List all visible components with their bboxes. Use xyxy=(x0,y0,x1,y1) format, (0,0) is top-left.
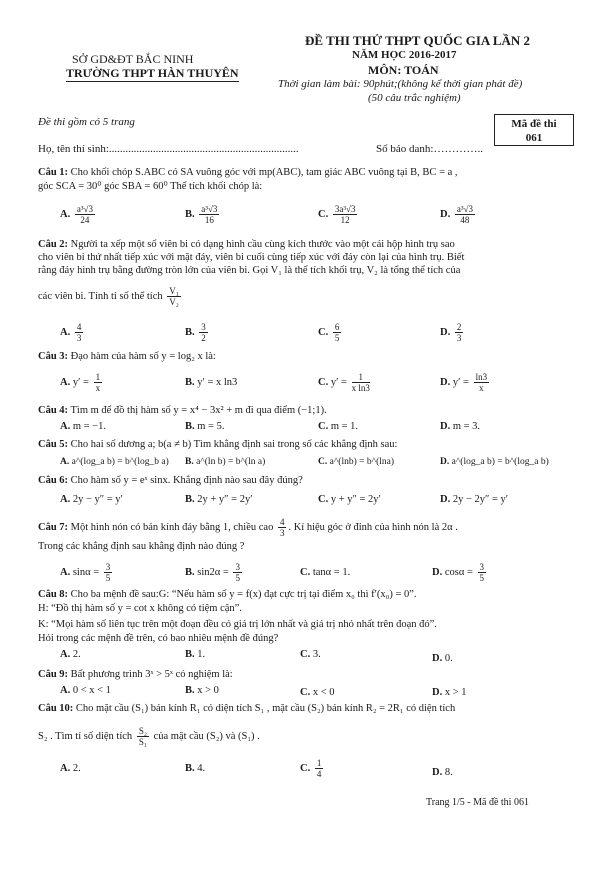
q4-option-d-label: D. xyxy=(440,421,451,432)
q2-text3: rằng đáy hình trụ bằng đường tròn lớn của viên bi. Gọi V₁ là thể tích khối trụ, V₂ là tổng thể tích của xyxy=(38,265,461,276)
q8-number: Câu 8: xyxy=(38,589,69,600)
q9-option-d: x > 1 xyxy=(444,687,467,698)
q5-option-c: a^(lnb) = b^(lna) xyxy=(329,457,395,467)
q4-option-a-label: A. xyxy=(60,421,71,432)
subject: MÔN: TOÁN xyxy=(368,63,439,77)
q9-option-b: x > 0 xyxy=(197,685,219,696)
q1-text: Cho khối chóp S.ABC có SA vuông góc với mp(ABC), tam giác ABC vuông tại B, BC = a , xyxy=(70,167,458,178)
q7-option-d-label: D. xyxy=(432,566,443,578)
q3-option-c-frac: $\frac{1}{\text{x ln3}}$ xyxy=(351,372,370,393)
time-note: Thời gian làm bài: 90phút;(không kể thời gian phát đề) xyxy=(278,78,523,90)
school-name: TRƯỜNG THPT HÀN THUYÊN xyxy=(66,66,239,80)
q3-option-a-frac: $\frac{1}{x}$ xyxy=(95,372,101,393)
q10-text3: của mặt cầu (S₂) và (S₁) . xyxy=(153,730,260,742)
exam-code-label: Mã đề thi xyxy=(511,118,557,130)
q10-option-d: 8. xyxy=(444,767,453,778)
q2-text: Người ta xếp một số viên bi có dạng hình cầu cùng kích thước vào một cái hộp hình trụ sao xyxy=(70,239,455,250)
q2-option-a-label: A. xyxy=(60,326,71,338)
q1-number: Câu 1: xyxy=(38,167,69,178)
q2-ratio: $\frac{\text{V₁}}{\text{V₂}}$ xyxy=(169,286,179,307)
q9-option-a: 0 < x < 1 xyxy=(72,685,111,696)
exam-code-box xyxy=(494,114,574,146)
q8-text2: H: “Đồ thị hàm số y = cot x không có tiệm cận”. xyxy=(38,603,242,614)
q8-text: Cho ba mệnh đề sau:G: “Nếu hàm số y = f(x) đạt cực trị tại điểm x₀ thì f′(x₀) = 0”. xyxy=(70,589,417,600)
q6-option-d: 2y − 2y″ = y′ xyxy=(452,494,509,505)
q6-option-a: 2y − y″ = y′ xyxy=(72,494,123,505)
q7-option-b: sin2α = xyxy=(197,566,229,578)
q4-number: Câu 4: xyxy=(38,405,69,416)
dept-name: SỞ GD&ĐT BẮC NINH xyxy=(72,52,194,66)
q1-option-d: $\frac{\text{a³√3}}{48}$ xyxy=(456,204,473,225)
q7-option-a: sinα = xyxy=(72,566,100,578)
q8-option-d-label: D. xyxy=(432,653,443,664)
q6-option-c-label: C. xyxy=(318,494,329,505)
q3-option-a: y′ = xyxy=(72,376,89,388)
q2-text4: các viên bi. Tính tỉ số thể tích xyxy=(38,290,163,302)
q4-option-c: m = 1. xyxy=(330,421,359,432)
q7-option-d: cosα = xyxy=(444,566,473,578)
q10-number: Câu 10: xyxy=(38,703,74,714)
q4-option-b: m = 5. xyxy=(197,421,225,432)
q2-option-c-label: C. xyxy=(318,326,329,338)
q7-number: Câu 7: xyxy=(38,521,69,533)
candidate-name-line: Họ, tên thí sinh:..................................................................... xyxy=(38,143,299,155)
q4-option-a: m = −1. xyxy=(72,421,106,432)
q2-option-d-label: D. xyxy=(440,326,451,338)
q8-option-a-label: A. xyxy=(60,649,71,660)
q5-text: Cho hai số dương a; b(a ≠ b) Tìm khẳng định sai trong số các khẳng định sau: xyxy=(70,439,398,450)
q9-option-c-label: C. xyxy=(300,687,311,698)
q6-text: Cho hàm số y = eˣ sinx. Khẳng định nào sau đây đúng? xyxy=(70,475,303,486)
q4-text: Tìm m để đồ thị hàm số y = x⁴ − 3x² + m đi qua điểm (−1;1). xyxy=(70,405,327,416)
q3-option-c-label: C. xyxy=(318,376,329,388)
q9-number: Câu 9: xyxy=(38,669,69,680)
q7-text2: . Kí hiệu góc ở đỉnh của hình nón là 2α . xyxy=(288,521,458,533)
q4-option-c-label: C. xyxy=(318,421,329,432)
question-count: (50 câu trắc nghiệm) xyxy=(368,92,461,104)
q8-option-c: 3. xyxy=(312,649,321,660)
page-footer: Trang 1/5 - Mã đề thi 061 xyxy=(426,797,529,808)
q6-option-c: y + y″ = 2y′ xyxy=(330,494,381,505)
q9-option-c: x < 0 xyxy=(312,687,335,698)
q5-option-d: a^(log_a b) = b^(log_a b) xyxy=(451,457,549,467)
q10-option-c-label: C. xyxy=(300,762,311,774)
q2-option-d: $\frac{2}{3}$ xyxy=(456,322,462,343)
q10-option-b-label: B. xyxy=(185,763,195,774)
q3-option-d-frac: $\frac{\ln 3}{x}$ xyxy=(475,372,488,393)
q10-ratio: $\frac{\text{S₂}}{\text{S₁}}$ xyxy=(138,726,147,747)
q8-option-b: 1. xyxy=(197,649,206,660)
q3-number: Câu 3: xyxy=(38,351,69,362)
q7-option-a-frac: $\frac{3}{5}$ xyxy=(105,562,111,583)
q7-text: Một hình nón có bán kính đáy bằng 1, chiều cao xyxy=(70,521,274,533)
q10-option-d-label: D. xyxy=(432,767,443,778)
q6-option-b: 2y + y″ = 2y′ xyxy=(197,494,253,505)
q6-option-d-label: D. xyxy=(440,494,451,505)
q7-option-c: tanα = 1. xyxy=(312,567,351,578)
q4-option-b-label: B. xyxy=(185,421,195,432)
q8-option-c-label: C. xyxy=(300,649,311,660)
candidate-number-line: Số báo danh:………….. xyxy=(376,143,483,155)
q5-option-b-label: B. xyxy=(185,457,194,467)
q6-option-b-label: B. xyxy=(185,494,195,505)
q1-option-b: $\frac{\text{a³√3}}{16}$ xyxy=(201,204,218,225)
q4-option-d: m = 3. xyxy=(452,421,481,432)
q2-option-b: $\frac{3}{2}$ xyxy=(201,322,206,343)
q1-option-a-label: A. xyxy=(60,208,71,220)
q2-text2: cho viên bi thứ nhất tiếp xúc với mặt đáy, viên bi cuối cùng tiếp xúc với đáy còn lại của hình trụ. Biết xyxy=(38,252,465,263)
q3-option-b: y′ = x ln3 xyxy=(197,377,238,388)
school-year: NĂM HỌC 2016-2017 xyxy=(352,49,457,61)
q8-option-b-label: B. xyxy=(185,649,195,660)
q5-option-c-label: C. xyxy=(318,457,328,467)
q7-option-a-label: A. xyxy=(60,566,71,578)
q10-option-a-label: A. xyxy=(60,763,71,774)
q9-text: Bất phương trình 3ˣ > 5ˣ có nghiệm là: xyxy=(70,669,233,680)
q3-text: Đạo hàm của hàm số y = log₂ x là: xyxy=(70,351,216,362)
q1-option-c: $\frac{\text{3a³√3}}{12}$ xyxy=(334,204,356,225)
exam-code: 061 xyxy=(525,132,543,144)
q5-option-b: a^(ln b) = b^(ln a) xyxy=(196,457,266,467)
q9-option-a-label: A. xyxy=(60,685,71,696)
q1-option-b-label: B. xyxy=(185,208,195,220)
q5-option-d-label: D. xyxy=(440,457,450,467)
q7-option-d-frac: $\frac{3}{5}$ xyxy=(479,562,485,583)
q2-number: Câu 2: xyxy=(38,239,69,250)
q1-option-a: $\frac{\text{a³√3}}{24}$ xyxy=(76,204,93,225)
q3-option-d: y′ = xyxy=(452,376,469,388)
q7-text3: Trong các khẳng định sau khẳng định nào đúng ? xyxy=(38,541,245,552)
q9-option-d-label: D. xyxy=(432,687,443,698)
q10-option-c: $\frac{1}{4}$ xyxy=(316,758,322,779)
q5-number: Câu 5: xyxy=(38,439,69,450)
q1-text2: góc SCA = 30⁰ góc SBA = 60⁰ Thể tích khối chóp là: xyxy=(38,181,263,192)
pages-note: Đề thi gồm có 5 trang xyxy=(38,116,135,128)
q10-option-b: 4. xyxy=(197,763,206,774)
q3-option-a-label: A. xyxy=(60,376,71,388)
q5-option-a-label: A. xyxy=(60,457,70,467)
q7-option-c-label: C. xyxy=(300,567,311,578)
q3-option-b-label: B. xyxy=(185,377,195,388)
q7-height: $\frac{4}{3}$ xyxy=(279,517,285,538)
q10-text: Cho mặt cầu (S₁) bán kính R₁ có diện tích S₁ , mặt cầu (S₂) bán kính R₂ = 2R₁ có diện tích xyxy=(75,703,456,714)
q7-option-b-label: B. xyxy=(185,566,195,578)
q9-option-b-label: B. xyxy=(185,685,195,696)
q7-option-b-frac: $\frac{3}{5}$ xyxy=(235,562,240,583)
q2-option-b-label: B. xyxy=(185,326,195,338)
q10-text2: S₂ . Tìm tỉ số diện tích xyxy=(38,730,133,742)
q3-option-d-label: D. xyxy=(440,376,451,388)
q8-option-d: 0. xyxy=(444,653,453,664)
q6-number: Câu 6: xyxy=(38,475,69,486)
q8-option-a: 2. xyxy=(72,649,81,660)
q1-option-d-label: D. xyxy=(440,208,451,220)
q2-option-c: $\frac{6}{5}$ xyxy=(334,322,340,343)
q5-option-a: a^(log_a b) = b^(log_b a) xyxy=(71,457,169,467)
q6-option-a-label: A. xyxy=(60,494,71,505)
q10-option-a: 2. xyxy=(72,763,81,774)
q3-option-c: y′ = xyxy=(330,376,347,388)
q2-option-a: $\frac{4}{3}$ xyxy=(76,322,82,343)
q8-text3: K: “Mọi hàm số liên tục trên một đoạn đều có giá trị lớn nhất và giá trị nhỏ nhất trên đoạn đó”. xyxy=(38,619,437,630)
q1-option-c-label: C. xyxy=(318,208,329,220)
exam-title: ĐỀ THI THỬ THPT QUỐC GIA LẦN 2 xyxy=(305,33,531,48)
q8-text4: Hỏi trong các mệnh đề trên, có bao nhiêu mệnh đề đúng? xyxy=(38,633,279,644)
